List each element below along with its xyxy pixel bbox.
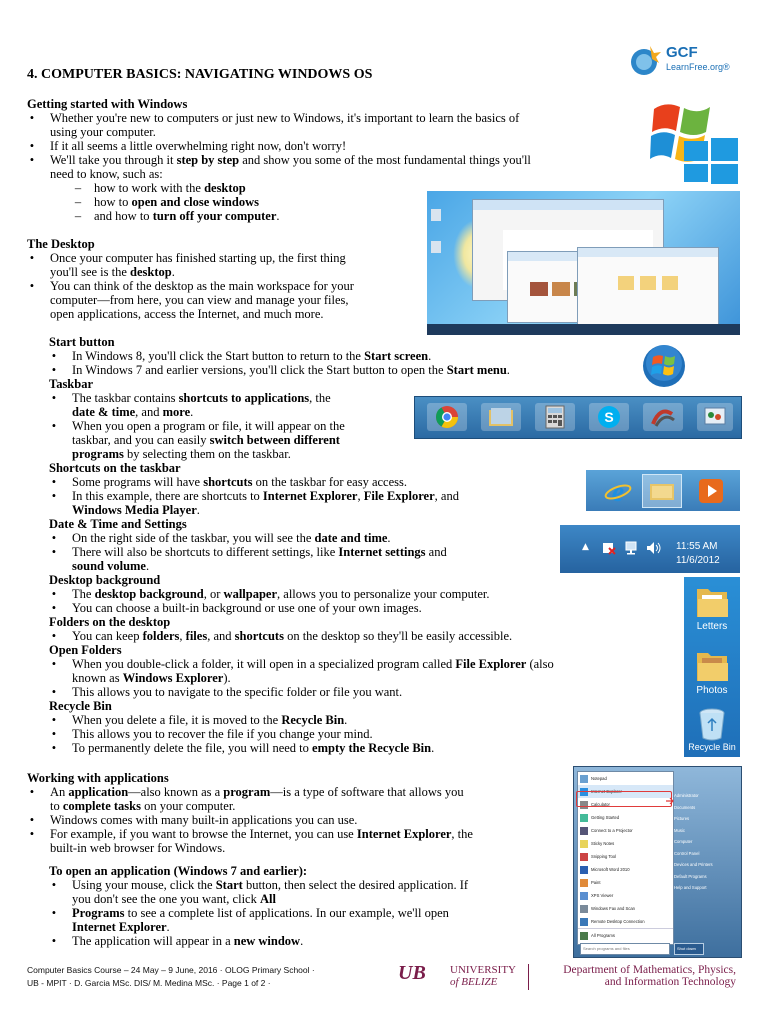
gcf-logo: [628, 42, 738, 78]
calculator-icon: [545, 405, 565, 429]
folder-app-button: [481, 403, 521, 431]
windows-logo-icon: [650, 95, 740, 185]
program-label: Internet Explorer: [591, 789, 622, 794]
start-menu-program-item[interactable]: [578, 824, 673, 837]
start-menu-screenshot: [573, 766, 742, 958]
program-icon: [580, 918, 588, 926]
section-heading-taskbar: Taskbar: [49, 377, 94, 391]
file-explorer-shortcut: [642, 474, 682, 508]
section-heading-apps: Working with applications: [27, 771, 169, 785]
letters-folder-label: Letters: [696, 621, 728, 632]
start-menu-place-item[interactable]: Administrator: [674, 793, 699, 798]
clock-time: 11:55 AM: [676, 541, 718, 552]
program-label: Paint: [591, 880, 601, 885]
gcf-logo-name: GCF: [666, 44, 698, 61]
program-icon: [580, 853, 588, 861]
start-menu-place-item[interactable]: Devices and Printers: [674, 862, 713, 867]
start-button-image: [640, 343, 688, 389]
start-menu-place-item[interactable]: Pictures: [674, 816, 690, 821]
start-menu-program-item[interactable]: [578, 837, 673, 850]
program-label: All Programs: [591, 933, 615, 938]
recycle-bin-icon: [697, 707, 727, 741]
start-orb-icon: [640, 343, 688, 389]
arrow-icon: [666, 793, 672, 799]
department-line-2: and Information Technology: [604, 976, 736, 988]
folder-icon: [649, 480, 675, 502]
start-menu-program-item[interactable]: [578, 928, 673, 942]
folder-icon: [694, 645, 730, 683]
program-label: Sticky Notes: [591, 841, 615, 846]
program-icon: [580, 775, 588, 783]
open-application-heading: To open an application (Windows 7 and earlier):: [49, 864, 308, 878]
section-heading-background: Desktop background: [49, 573, 161, 587]
start-menu-place-item[interactable]: Documents: [674, 804, 696, 810]
program-label: Getting Started: [591, 815, 620, 820]
start-menu-place-item[interactable]: Default Programs: [674, 873, 707, 879]
program-label: XPS Viewer: [591, 893, 614, 898]
svg-text:e: e: [611, 477, 625, 505]
gcf-logo-icon: [628, 44, 662, 78]
gcf-logo-sub: LearnFree.org®: [666, 62, 730, 72]
department-name: [534, 964, 736, 988]
program-icon: [580, 814, 588, 822]
folder-icon: [488, 406, 514, 428]
section-heading-datetime: Date & Time and Settings: [49, 517, 187, 531]
program-icon: [580, 879, 588, 887]
control-panel-app-button: [697, 403, 733, 431]
section-heading-start-button: Start button: [49, 335, 115, 349]
desktop-icon: [431, 241, 441, 253]
program-label: Calculator: [591, 802, 610, 807]
start-menu-program-item[interactable]: [578, 850, 673, 863]
internet-explorer-icon: [604, 477, 632, 505]
footer-divider: [528, 964, 529, 990]
taskbar-shortcuts-image: [586, 470, 740, 511]
chrome-app-button: [427, 403, 467, 431]
app-button: [643, 403, 683, 431]
program-icon: [580, 866, 588, 874]
program-icon: [580, 840, 588, 848]
university-line-2: of BELIZE: [450, 976, 498, 988]
program-label: Microsoft Word 2010: [591, 867, 630, 872]
ub-logo: [398, 962, 436, 992]
arc-app-icon: [650, 406, 676, 428]
start-menu-program-item[interactable]: [578, 863, 673, 876]
network-icon: [624, 541, 638, 555]
program-label: Windows Fax and Scan: [591, 906, 635, 911]
taskbar-image: [414, 396, 742, 439]
clock-date: 11/6/2012: [676, 555, 720, 566]
program-label: Snipping Tool: [591, 854, 617, 859]
action-center-icon: [602, 541, 616, 555]
start-menu-place-item[interactable]: Computer: [674, 839, 693, 844]
windows-logo-image: [650, 95, 740, 185]
skype-icon: [597, 405, 621, 429]
start-menu-search[interactable]: [580, 943, 670, 955]
start-menu-place-item[interactable]: Music: [674, 827, 685, 833]
university-line-1: UNIVERSITY: [450, 964, 516, 976]
start-menu-program-item[interactable]: [578, 902, 673, 915]
recycle-bin-label: Recycle Bin: [688, 742, 736, 752]
svg-text:S: S: [604, 409, 614, 425]
desktop-icon: [431, 209, 441, 221]
explorer-window: [577, 247, 719, 327]
calculator-app-button: [535, 403, 575, 431]
notification-area-image: [560, 525, 740, 573]
footer-line-1: Computer Basics Course – 24 May – 9 June, 2016 · OLOG Primary School ·: [27, 965, 315, 975]
chrome-icon: [435, 405, 459, 429]
show-hidden-icons-icon: ▲: [582, 542, 589, 552]
program-label: Remote Desktop Connection: [591, 919, 645, 924]
program-label: Connect to a Projector: [591, 828, 633, 833]
start-menu-program-item[interactable]: [578, 889, 673, 902]
folder-icon: [694, 581, 730, 619]
skype-app-button: [589, 403, 629, 431]
footer-line-2: UB - MPIT · D. Garcia MSc. DIS/ M. Medina MSc. · Page 1 of 2 ·: [27, 978, 271, 988]
highlight-box: [576, 791, 672, 807]
program-icon: [580, 905, 588, 913]
start-menu-place-item[interactable]: Control Panel: [674, 850, 700, 856]
section-heading-folders: Folders on the desktop: [49, 615, 171, 629]
desktop-icons-image: [684, 577, 740, 757]
section-heading-open-folders: Open Folders: [49, 643, 122, 657]
ub-logo-mark: UB: [398, 962, 426, 984]
shutdown-button[interactable]: [674, 943, 704, 955]
start-menu-program-item[interactable]: [578, 915, 673, 928]
section-heading-recycle: Recycle Bin: [49, 699, 112, 713]
page-title: 4. COMPUTER BASICS: NAVIGATING WINDOWS OS: [27, 67, 373, 82]
program-label: Notepad: [591, 776, 607, 781]
university-name: [450, 964, 516, 988]
start-menu-search-placeholder: Search programs and files: [583, 946, 630, 951]
program-icon: [580, 932, 588, 940]
taskbar: [427, 324, 740, 335]
volume-icon: [646, 541, 662, 555]
start-menu-program-item[interactable]: [578, 772, 673, 785]
section-heading-getting-started: Getting started with Windows: [27, 97, 188, 111]
desktop-screenshot: [427, 191, 740, 335]
media-player-icon: [698, 478, 724, 504]
start-menu-program-item[interactable]: [578, 811, 673, 824]
section-heading-shortcuts: Shortcuts on the taskbar: [49, 461, 181, 475]
section-heading-desktop: The Desktop: [27, 237, 95, 251]
footer-course-info: [27, 964, 315, 990]
department-line-1: Department of Mathematics, Physics,: [563, 964, 736, 976]
program-icon: [580, 892, 588, 900]
start-menu-place-item[interactable]: Help and Support: [674, 885, 707, 890]
control-panel-icon: [703, 406, 727, 428]
program-icon: [580, 827, 588, 835]
start-menu-program-item[interactable]: [578, 876, 673, 889]
shutdown-label: Shut down: [677, 946, 696, 951]
photos-folder-label: Photos: [696, 685, 728, 696]
